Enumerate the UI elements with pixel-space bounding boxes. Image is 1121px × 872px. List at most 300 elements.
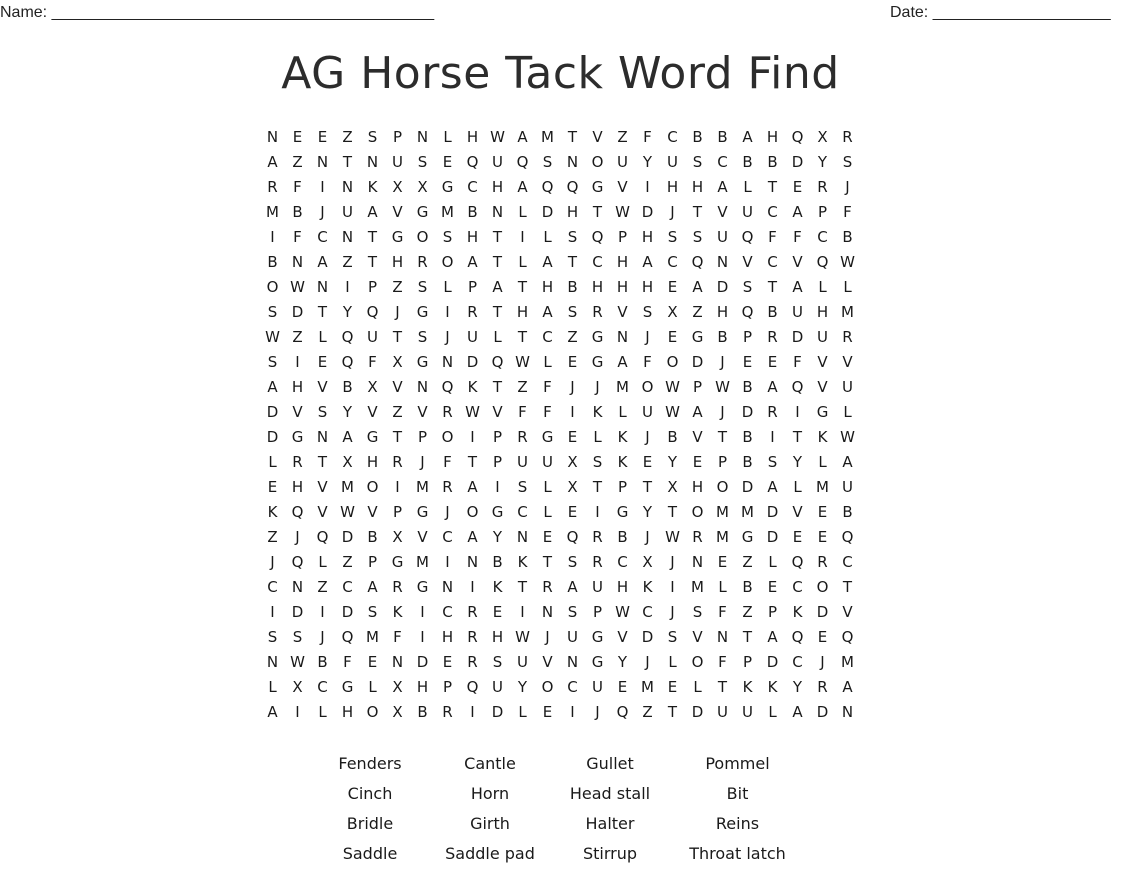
- grid-letter: G: [341, 678, 354, 696]
- word-bank-item: Bridle: [346, 814, 394, 833]
- grid-letter: H: [641, 278, 654, 296]
- word-bank-item: Cinch: [347, 784, 393, 803]
- grid-letter: D: [291, 603, 304, 621]
- grid-letter: R: [442, 403, 453, 421]
- grid-letter: J: [320, 628, 325, 646]
- grid-letter: L: [768, 703, 777, 721]
- grid-letter: T: [517, 278, 528, 296]
- grid-letter: R: [467, 603, 478, 621]
- grid-letter: C: [517, 503, 528, 521]
- grid-letter: Q: [566, 178, 579, 196]
- grid-letter: S: [592, 453, 603, 471]
- grid-letter: T: [492, 228, 503, 246]
- grid-letter: P: [392, 128, 403, 146]
- grid-letter: Q: [741, 303, 754, 321]
- grid-letter: I: [420, 628, 425, 646]
- grid-letter: T: [567, 253, 578, 271]
- grid-letter: R: [842, 128, 853, 146]
- grid-letter: P: [617, 478, 628, 496]
- grid-letter: H: [616, 253, 629, 271]
- grid-letter: K: [642, 578, 653, 596]
- word-bank: [310, 752, 805, 872]
- grid-letter: M: [266, 203, 279, 221]
- grid-letter: Y: [667, 453, 678, 471]
- grid-letter: L: [443, 278, 452, 296]
- grid-letter: H: [616, 578, 629, 596]
- grid-letter: S: [642, 303, 653, 321]
- grid-letter: X: [392, 528, 403, 546]
- grid-letter: L: [793, 478, 802, 496]
- grid-letter: N: [316, 428, 329, 446]
- grid-letter: V: [617, 628, 628, 646]
- grid-letter: Q: [791, 553, 804, 571]
- grid-letter: P: [742, 653, 753, 671]
- grid-letter: E: [542, 528, 553, 546]
- grid-letter: D: [716, 278, 729, 296]
- grid-letter: P: [367, 278, 378, 296]
- grid-letter: E: [492, 603, 503, 621]
- grid-letter: J: [820, 653, 825, 671]
- grid-letter: R: [817, 553, 828, 571]
- grid-letter: T: [342, 153, 353, 171]
- grid-letter: V: [392, 378, 403, 396]
- grid-letter: L: [543, 353, 552, 371]
- grid-letter: G: [366, 428, 379, 446]
- date-field[interactable]: Date: ____________________: [890, 4, 1111, 21]
- grid-letter: L: [718, 578, 727, 596]
- grid-letter: F: [518, 403, 527, 421]
- grid-letter: F: [793, 228, 802, 246]
- grid-letter: A: [617, 353, 628, 371]
- grid-letter: K: [467, 378, 478, 396]
- grid-letter: L: [518, 203, 527, 221]
- grid-letter: D: [791, 153, 804, 171]
- grid-letter: S: [417, 328, 428, 346]
- grid-letter: L: [843, 403, 852, 421]
- grid-letter: M: [441, 203, 454, 221]
- grid-letter: M: [541, 128, 554, 146]
- grid-letter: R: [592, 303, 603, 321]
- grid-letter: T: [467, 453, 478, 471]
- grid-letter: J: [845, 178, 850, 196]
- grid-letter: N: [566, 153, 579, 171]
- grid-letter: G: [591, 178, 604, 196]
- grid-letter: D: [291, 303, 304, 321]
- grid-letter: X: [342, 453, 353, 471]
- grid-letter: Q: [466, 153, 479, 171]
- grid-letter: K: [367, 178, 378, 196]
- grid-letter: E: [817, 628, 828, 646]
- grid-letter: J: [420, 453, 425, 471]
- grid-letter: J: [295, 528, 300, 546]
- grid-letter: P: [367, 553, 378, 571]
- grid-letter: E: [267, 478, 278, 496]
- grid-letter: L: [618, 403, 627, 421]
- grid-letter: A: [367, 203, 378, 221]
- grid-letter: S: [842, 153, 853, 171]
- grid-letter: C: [792, 578, 803, 596]
- grid-letter: G: [591, 653, 604, 671]
- grid-letter: T: [392, 428, 403, 446]
- grid-letter: A: [842, 678, 853, 696]
- grid-letter: E: [742, 353, 753, 371]
- grid-letter: K: [517, 553, 528, 571]
- grid-letter: Z: [317, 578, 328, 596]
- grid-letter: X: [367, 378, 378, 396]
- grid-letter: V: [692, 628, 703, 646]
- grid-letter: D: [641, 628, 654, 646]
- grid-letter: I: [495, 478, 500, 496]
- grid-letter: F: [543, 403, 552, 421]
- grid-letter: N: [291, 253, 304, 271]
- grid-letter: J: [720, 353, 725, 371]
- grid-letter: Q: [491, 353, 504, 371]
- grid-letter: J: [445, 503, 450, 521]
- grid-letter: N: [391, 653, 404, 671]
- grid-letter: Q: [316, 528, 329, 546]
- grid-letter: R: [592, 553, 603, 571]
- grid-letter: A: [542, 253, 553, 271]
- grid-letter: G: [416, 578, 429, 596]
- grid-letter: D: [741, 478, 754, 496]
- grid-letter: D: [766, 528, 779, 546]
- grid-letter: E: [792, 178, 803, 196]
- grid-letter: N: [416, 378, 429, 396]
- grid-letter: F: [643, 353, 652, 371]
- grid-letter: U: [467, 328, 478, 346]
- grid-letter: T: [592, 478, 603, 496]
- grid-letter: K: [742, 678, 753, 696]
- grid-letter: E: [817, 528, 828, 546]
- grid-letter: I: [770, 428, 775, 446]
- grid-letter: Q: [691, 253, 704, 271]
- grid-letter: Q: [791, 378, 804, 396]
- grid-letter: H: [666, 178, 679, 196]
- grid-letter: P: [717, 453, 728, 471]
- grid-letter: K: [492, 578, 503, 596]
- grid-letter: A: [517, 128, 528, 146]
- grid-letter: M: [741, 503, 754, 521]
- grid-letter: L: [693, 678, 702, 696]
- grid-letter: W: [340, 503, 355, 521]
- grid-letter: Q: [616, 703, 629, 721]
- grid-letter: E: [442, 653, 453, 671]
- grid-letter: Z: [692, 303, 703, 321]
- grid-letter: E: [442, 153, 453, 171]
- grid-letter: Q: [341, 353, 354, 371]
- grid-letter: T: [542, 553, 553, 571]
- grid-letter: T: [517, 578, 528, 596]
- grid-letter: K: [792, 603, 803, 621]
- grid-letter: X: [392, 178, 403, 196]
- grid-letter: I: [670, 578, 675, 596]
- grid-letter: B: [417, 703, 428, 721]
- grid-letter: O: [591, 153, 604, 171]
- grid-letter: A: [492, 278, 503, 296]
- grid-letter: P: [392, 503, 403, 521]
- grid-letter: T: [317, 453, 328, 471]
- grid-letter: Q: [841, 628, 854, 646]
- grid-letter: K: [817, 428, 828, 446]
- grid-letter: E: [292, 128, 303, 146]
- word-bank-item: Gullet: [586, 754, 634, 773]
- grid-letter: B: [367, 528, 378, 546]
- grid-letter: B: [767, 303, 778, 321]
- grid-letter: B: [742, 153, 753, 171]
- grid-letter: U: [617, 153, 628, 171]
- grid-letter: I: [570, 703, 575, 721]
- grid-letter: T: [492, 303, 503, 321]
- grid-letter: U: [842, 378, 853, 396]
- grid-letter: X: [392, 353, 403, 371]
- grid-letter: T: [492, 378, 503, 396]
- grid-letter: B: [742, 378, 753, 396]
- grid-letter: C: [767, 253, 778, 271]
- grid-letter: G: [441, 178, 454, 196]
- grid-letter: N: [841, 703, 854, 721]
- grid-letter: R: [817, 678, 828, 696]
- grid-letter: Z: [267, 528, 278, 546]
- grid-letter: M: [616, 378, 629, 396]
- grid-letter: T: [767, 278, 778, 296]
- grid-letter: B: [267, 253, 278, 271]
- word-bank-item: Saddle pad: [445, 844, 535, 863]
- grid-letter: H: [616, 278, 629, 296]
- grid-letter: Z: [392, 278, 403, 296]
- grid-letter: I: [295, 703, 300, 721]
- grid-letter: E: [317, 353, 328, 371]
- grid-letter: T: [667, 503, 678, 521]
- grid-letter: A: [692, 278, 703, 296]
- grid-letter: C: [617, 553, 628, 571]
- grid-letter: W: [515, 353, 530, 371]
- grid-letter: V: [692, 428, 703, 446]
- grid-letter: B: [467, 203, 478, 221]
- grid-letter: P: [817, 203, 828, 221]
- grid-letter: F: [843, 203, 852, 221]
- grid-letter: C: [817, 228, 828, 246]
- grid-letter: O: [666, 353, 679, 371]
- grid-letter: E: [567, 428, 578, 446]
- grid-letter: D: [266, 403, 279, 421]
- grid-letter: V: [417, 528, 428, 546]
- word-bank-item: Throat latch: [689, 844, 786, 863]
- grid-letter: P: [592, 603, 603, 621]
- grid-letter: S: [267, 303, 278, 321]
- grid-letter: H: [441, 628, 454, 646]
- grid-letter: I: [520, 603, 525, 621]
- grid-letter: N: [691, 553, 704, 571]
- grid-letter: X: [667, 303, 678, 321]
- grid-letter: U: [542, 453, 553, 471]
- grid-letter: M: [716, 503, 729, 521]
- grid-letter: N: [491, 203, 504, 221]
- grid-letter: L: [543, 228, 552, 246]
- grid-letter: H: [416, 678, 429, 696]
- word-bank-item: Pommel: [705, 754, 770, 773]
- grid-letter: R: [417, 253, 428, 271]
- grid-letter: N: [316, 153, 329, 171]
- grid-letter: S: [667, 628, 678, 646]
- grid-letter: C: [667, 128, 678, 146]
- grid-letter: R: [467, 653, 478, 671]
- grid-letter: Z: [742, 603, 753, 621]
- grid-letter: T: [717, 678, 728, 696]
- grid-letter: Q: [516, 153, 529, 171]
- grid-letter: C: [267, 578, 278, 596]
- grid-letter: W: [265, 328, 280, 346]
- grid-letter: X: [817, 128, 828, 146]
- grid-letter: R: [267, 178, 278, 196]
- grid-letter: P: [417, 428, 428, 446]
- grid-letter: O: [466, 503, 479, 521]
- grid-letter: I: [445, 303, 450, 321]
- grid-letter: G: [616, 503, 629, 521]
- grid-letter: T: [842, 578, 853, 596]
- grid-letter: A: [792, 203, 803, 221]
- grid-letter: L: [368, 678, 377, 696]
- grid-letter: N: [466, 553, 479, 571]
- grid-letter: Y: [342, 403, 353, 421]
- grid-letter: Y: [642, 503, 653, 521]
- grid-letter: A: [792, 278, 803, 296]
- grid-letter: O: [691, 503, 704, 521]
- grid-letter: G: [691, 328, 704, 346]
- grid-letter: B: [717, 328, 728, 346]
- grid-letter: C: [842, 553, 853, 571]
- grid-letter: G: [541, 428, 554, 446]
- grid-letter: G: [591, 628, 604, 646]
- grid-letter: H: [466, 128, 479, 146]
- grid-letter: B: [842, 503, 853, 521]
- grid-letter: C: [442, 603, 453, 621]
- grid-letter: H: [466, 228, 479, 246]
- grid-letter: L: [318, 703, 327, 721]
- grid-letter: T: [592, 203, 603, 221]
- grid-letter: G: [491, 503, 504, 521]
- grid-letter: S: [517, 478, 528, 496]
- grid-letter: T: [367, 228, 378, 246]
- grid-letter: V: [317, 378, 328, 396]
- grid-letter: N: [616, 328, 629, 346]
- grid-letter: W: [840, 428, 855, 446]
- grid-letter: E: [617, 678, 628, 696]
- grid-letter: V: [292, 403, 303, 421]
- grid-letter: R: [442, 478, 453, 496]
- grid-letter: D: [816, 703, 829, 721]
- grid-letter: G: [391, 553, 404, 571]
- grid-letter: G: [416, 303, 429, 321]
- grid-letter: A: [767, 628, 778, 646]
- grid-letter: T: [567, 128, 578, 146]
- grid-letter: V: [617, 303, 628, 321]
- grid-letter: I: [520, 228, 525, 246]
- grid-letter: O: [541, 678, 554, 696]
- word-bank-item: Cantle: [464, 754, 516, 773]
- grid-letter: G: [591, 328, 604, 346]
- grid-letter: R: [842, 328, 853, 346]
- grid-letter: E: [567, 503, 578, 521]
- grid-letter: A: [717, 178, 728, 196]
- grid-letter: G: [816, 403, 829, 421]
- grid-letter: D: [766, 503, 779, 521]
- grid-letter: S: [417, 153, 428, 171]
- grid-letter: Q: [441, 378, 454, 396]
- grid-letter: Q: [366, 303, 379, 321]
- grid-letter: V: [817, 353, 828, 371]
- grid-letter: V: [792, 503, 803, 521]
- grid-letter: D: [741, 403, 754, 421]
- grid-letter: H: [341, 703, 354, 721]
- grid-letter: L: [743, 178, 752, 196]
- grid-letter: U: [517, 653, 528, 671]
- grid-letter: V: [367, 503, 378, 521]
- word-bank-item: Horn: [470, 784, 510, 803]
- grid-letter: X: [417, 178, 428, 196]
- grid-letter: A: [342, 428, 353, 446]
- grid-letter: Z: [392, 403, 403, 421]
- word-bank-item: Reins: [715, 814, 760, 833]
- grid-letter: R: [467, 628, 478, 646]
- grid-letter: Q: [791, 628, 804, 646]
- grid-letter: M: [841, 303, 854, 321]
- name-field[interactable]: Name: ___________________________________________: [0, 4, 435, 21]
- grid-letter: R: [392, 453, 403, 471]
- grid-letter: A: [792, 703, 803, 721]
- grid-letter: V: [792, 253, 803, 271]
- grid-letter: Q: [791, 128, 804, 146]
- grid-letter: C: [542, 328, 553, 346]
- grid-letter: S: [542, 153, 553, 171]
- grid-letter: G: [416, 353, 429, 371]
- grid-letter: T: [517, 328, 528, 346]
- grid-letter: V: [842, 603, 853, 621]
- grid-letter: J: [445, 328, 450, 346]
- grid-letter: R: [592, 528, 603, 546]
- grid-letter: A: [267, 153, 278, 171]
- grid-letter: H: [516, 303, 529, 321]
- grid-letter: W: [290, 278, 305, 296]
- grid-letter: E: [367, 653, 378, 671]
- grid-letter: N: [266, 128, 279, 146]
- grid-letter: J: [570, 378, 575, 396]
- grid-letter: D: [766, 653, 779, 671]
- grid-letter: E: [667, 678, 678, 696]
- grid-letter: S: [267, 628, 278, 646]
- grid-letter: Z: [567, 328, 578, 346]
- grid-letter: K: [392, 603, 403, 621]
- grid-letter: B: [742, 453, 753, 471]
- grid-letter: P: [692, 378, 703, 396]
- grid-letter: U: [667, 153, 678, 171]
- grid-letter: L: [268, 678, 277, 696]
- grid-letter: U: [742, 703, 753, 721]
- grid-letter: V: [317, 478, 328, 496]
- grid-letter: L: [843, 278, 852, 296]
- grid-letter: L: [818, 278, 827, 296]
- grid-letter: Y: [517, 678, 528, 696]
- grid-letter: H: [691, 478, 704, 496]
- grid-letter: M: [366, 628, 379, 646]
- grid-letter: G: [416, 203, 429, 221]
- grid-letter: V: [617, 178, 628, 196]
- grid-letter: P: [442, 678, 453, 696]
- grid-letter: J: [395, 303, 400, 321]
- grid-letter: O: [641, 378, 654, 396]
- grid-letter: C: [467, 178, 478, 196]
- grid-letter: C: [792, 653, 803, 671]
- grid-letter: J: [720, 403, 725, 421]
